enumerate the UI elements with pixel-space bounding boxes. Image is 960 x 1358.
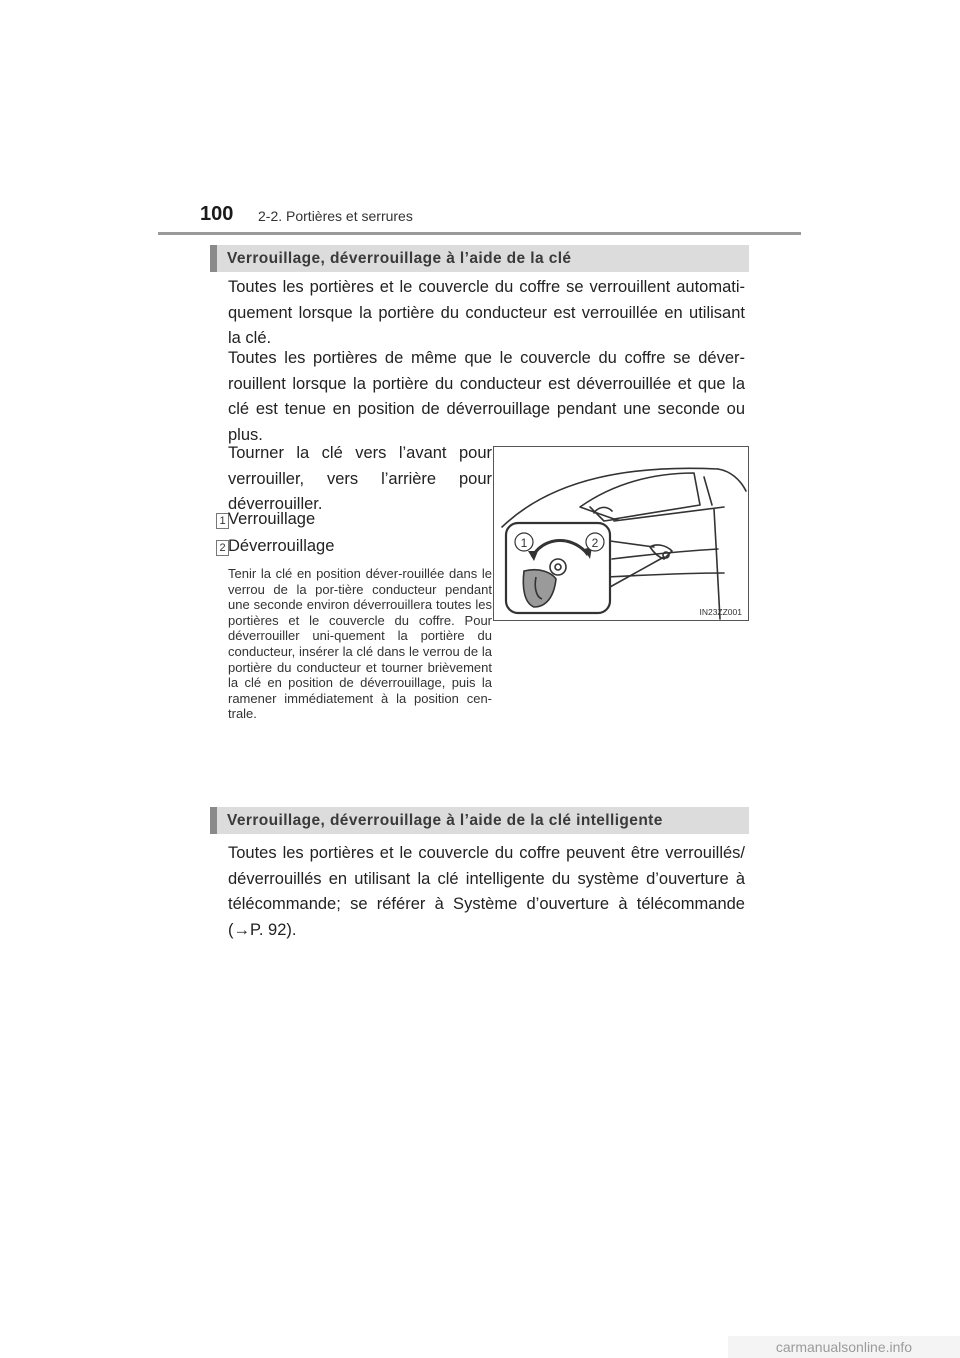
section-heading-key-text: Verrouillage, déverrouillage à l’aide de la clé — [227, 250, 572, 267]
number-badge: 1 — [216, 513, 229, 529]
callout-2: 2 — [591, 536, 599, 550]
list-item-label: Déverrouillage — [228, 537, 335, 555]
chapter-title: 2-2. Portières et serrures — [258, 208, 413, 224]
section-heading-smart-key-text: Verrouillage, déverrouillage à l’aide de la clé intelligente — [227, 812, 663, 829]
section-heading-smart-key — [210, 807, 749, 834]
car-door-key-drawing — [494, 447, 748, 620]
key-lock-illustration — [493, 446, 749, 621]
figure-code: IN23ZZ001 — [699, 607, 742, 617]
paragraph-smart-key: Toutes les portières et le couvercle du coffre peuvent être verrouillés/ déverrouillés en utilisant la clé intelligente du système d’ouverture à télécommande; se référer à Système d’ouverture à télécommande (→P. 92). — [228, 844, 745, 939]
section-heading-key — [210, 245, 749, 272]
page-number: 100 — [200, 203, 234, 225]
watermark: carmanualsonline.info — [728, 1336, 960, 1358]
header-rule — [158, 232, 801, 235]
note-text: Tenir la clé en position déver-rouillée dans le verrou de la por-tière conducteur pendant une seconde environ déverrouillera toutes les portières et le couvercle du coffre. Pour déverrouiller uni-quement la portière du conducteur, insérer la clé dans le verrou de la portière du conducteur et tourner brièvement la clé en position de déverrouillage, puis la ramener immédiatement à la position cen-trale. — [228, 566, 492, 722]
paragraph-turn-key: Tourner la clé vers l’avant pour verrouiller, vers l’arrière pour déverrouiller. — [228, 444, 492, 513]
paragraph-auto-lock: Toutes les portières et le couvercle du coffre se verrouillent automati-quement lorsque la portière du conducteur est verrouillée en utilisant la clé. — [228, 278, 745, 347]
paragraph-auto-unlock: Toutes les portières de même que le couvercle du coffre se déver-rouillent lorsque la portière du conducteur est déverrouillée et que la clé est tenue en position de déverrouillage pendant une seconde ou plus. — [228, 349, 745, 444]
callout-1: 1 — [520, 536, 528, 550]
number-badge: 2 — [216, 540, 229, 556]
list-item-label: Verrouillage — [228, 510, 316, 528]
